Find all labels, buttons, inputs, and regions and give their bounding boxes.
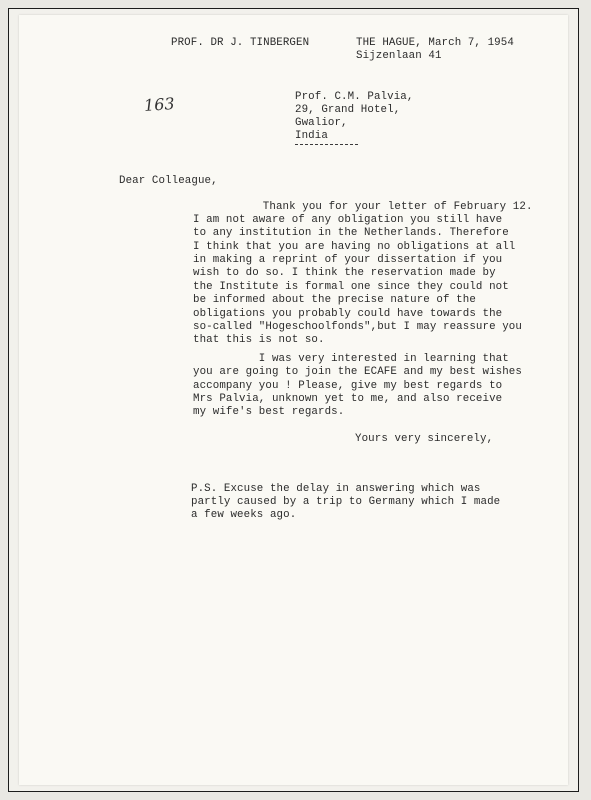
handwritten-annotation: 163 [143,93,176,116]
paragraph-1-line: the Institute is formal one since they could not [193,281,509,293]
paragraph-1-line: Thank you for your letter of February 12. [197,201,533,213]
letter-page [19,15,568,785]
letterhead-street: Sijzenlaan 41 [356,50,442,62]
postscript-line: partly caused by a trip to Germany which I made [191,496,501,508]
postscript-line: P.S. Excuse the delay in answering which was [191,483,481,495]
paragraph-2-line: Mrs Palvia, unknown yet to me, and also receive [193,393,503,405]
paragraph-1-line: I am not aware of any obligation you still have [193,214,503,226]
recipient-street: 29, Grand Hotel, [295,104,401,116]
paragraph-1-line: wish to do so. I think the reservation made by [193,267,496,279]
document-frame [8,8,579,792]
paragraph-2-line: accompany you ! Please, give my best regards to [193,380,503,392]
paragraph-1-line: to any institution in the Netherlands. Therefore [193,227,509,239]
recipient-name: Prof. C.M. Palvia, [295,91,414,103]
paragraph-1-line: that this is not so. [193,334,325,346]
paragraph-1-line: so-called "Hogeschoolfonds",but I may reassure you [193,321,522,333]
paragraph-1-line: I think that you are having no obligations at all [193,241,516,253]
paragraph-1-line: obligations you probably could have towards the [193,308,503,320]
letterhead-place-date: THE HAGUE, March 7, 1954 [356,37,514,49]
paragraph-2-line: I was very interested in learning that [193,353,509,365]
paragraph-1-line: be informed about the precise nature of the [193,294,476,306]
paragraph-1-line: in making a reprint of your dissertation if you [193,254,503,266]
closing: Yours very sincerely, [355,433,494,445]
recipient-city: Gwalior, [295,117,348,129]
paragraph-2-line: you are going to join the ECAFE and my best wishes [193,366,522,378]
letterhead-sender: PROF. DR J. TINBERGEN [171,37,310,49]
salutation: Dear Colleague, [119,175,218,187]
paragraph-2-line: my wife's best regards. [193,406,345,418]
recipient-country: India [295,130,358,145]
postscript-line: a few weeks ago. [191,509,297,521]
